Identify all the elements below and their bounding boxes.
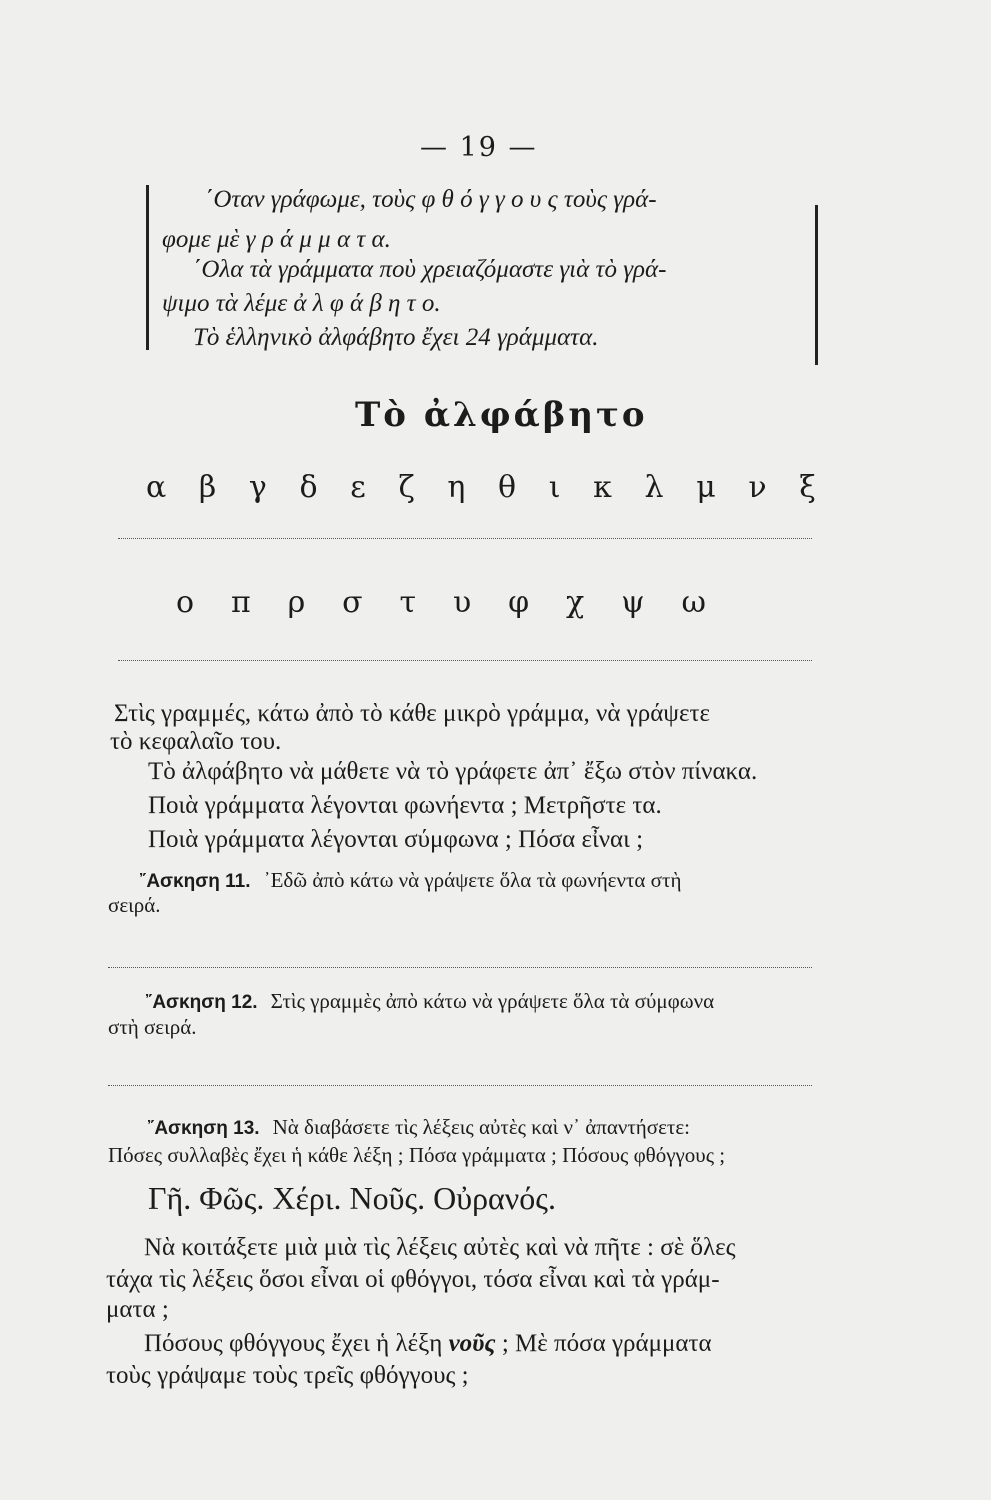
alphabet-row1-letter-9: ι (548, 470, 561, 505)
alphabet-row2-letter-3: ρ (287, 585, 306, 620)
exercise-13-label: ῎Ασκηση 13. (148, 1118, 260, 1139)
paragraph-2-highlight-word: νοῦς (448, 1330, 496, 1357)
paragraph-2-text-a: Πόσους φθόγγους ἔχει ἡ λέξη (144, 1330, 443, 1357)
page-number: — 19 — (420, 132, 538, 163)
alphabet-row2-letter-10: ω (681, 585, 706, 620)
alphabet-row1-letter-8: θ (498, 470, 517, 505)
exercise-12-text: Στὶς γραμμὲς ἀπὸ κάτω νὰ γράψετε ὅλα τὰ σύμφωνα (270, 989, 715, 1013)
alphabet-row2-letter-6: υ (452, 585, 472, 620)
box-line-3: ΄Ολα τὰ γράμματα ποὺ χρειαζόμαστε γιὰ τὸ γρά- (193, 256, 667, 283)
alphabet-row2-letter-1: ο (176, 585, 195, 620)
alphabet-row2-letter-8: χ (566, 585, 585, 620)
paragraph-1-line-3: ματα ; (106, 1296, 169, 1323)
alphabet-row1-letter-6: ζ (398, 470, 415, 505)
alphabet-row1-letter-2: β (198, 470, 217, 505)
exercise-13-line-2: Πόσες συλλαβὲς ἔχει ἡ κάθε λέξη ; Πόσα γράμματα ; Πόσους φθόγγους ; (108, 1143, 726, 1167)
paragraph-2-line-1 (144, 1330, 712, 1358)
alphabet-row2-letter-7: φ (508, 585, 530, 620)
box-line-5: Τὸ ἑλληνικὸ ἀλφάβητο ἔχει 24 γράμματα. (193, 324, 599, 351)
exercise-11-line-1 (140, 868, 681, 893)
exercise-11-line-2: σειρά. (108, 893, 161, 917)
exercise-12-line-2: στὴ σειρά. (108, 1015, 197, 1039)
instruction-line-3: Τὸ ἀλφάβητο νὰ μάθετε νὰ τὸ γράφετε ἀπ᾽ ἔξω στὸν πίνακα. (148, 758, 758, 785)
alphabet-row2-letter-4: σ (342, 585, 363, 620)
exercise-13-text: Νὰ διαβάσετε τὶς λέξεις αὐτὲς καὶ ν᾽ ἀπαντήσετε: (272, 1115, 691, 1139)
paragraph-2-text-b: ; Μὲ πόσα γράμματα (501, 1330, 712, 1357)
alphabet-row1-letter-12: μ (696, 470, 716, 505)
alphabet-row1-letter-5: ε (350, 470, 366, 505)
paragraph-2-line-2: τοὺς γράψαμε τοὺς τρεῖς φθόγγους ; (106, 1362, 469, 1389)
alphabet-row1-letter-11: λ (644, 470, 664, 505)
alphabet-row2-letter-2: π (230, 585, 251, 620)
alphabet-row2-letter-9: ψ (621, 585, 645, 620)
writing-line-3 (108, 967, 812, 968)
writing-line-1 (118, 538, 812, 539)
instruction-line-4: Ποιὰ γράμματα λέγονται φωνήεντα ; Μετρῆστε τα. (148, 792, 662, 819)
instruction-line-2: τὸ κεφαλαῖο του. (110, 728, 282, 755)
box-line-1: ΄Οταν γράφωμε, τοὺς φ θ ό γ γ ο υ ς τοὺς γρά- (205, 186, 657, 213)
exercise-11-label: ῎Ασκηση 11. (140, 871, 251, 892)
alphabet-row-1 (146, 470, 816, 505)
paragraph-1-line-1: Νὰ κοιτάξετε μιὰ μιὰ τὶς λέξεις αὐτὲς καὶ νὰ πῆτε : σὲ ὅλες (144, 1234, 736, 1261)
box-left-rule (146, 185, 149, 350)
exercise-11-text: ᾿Εδῶ ἀπὸ κάτω νὰ γράψετε ὅλα τὰ φωνήεντα στὴ (263, 868, 682, 892)
writing-line-4 (108, 1085, 812, 1086)
alphabet-row1-letter-10: κ (593, 470, 612, 505)
exercise-12-line-1 (146, 989, 714, 1014)
box-line-4: ψιμο τὰ λέμε ἀ λ φ ά β η τ ο. (162, 290, 441, 317)
alphabet-row-2 (176, 585, 706, 620)
exercise-12-label: ῎Ασκηση 12. (146, 992, 258, 1013)
alphabet-row1-letter-4: δ (299, 470, 318, 505)
instruction-line-1: Στὶς γραμμές, κάτω ἀπὸ τὸ κάθε μικρὸ γράμμα, νὰ γράψετε (114, 700, 710, 727)
example-words: Γῆ. Φῶς. Χέρι. Νοῦς. Οὐρανός. (148, 1180, 556, 1216)
alphabet-row1-letter-7: η (447, 470, 466, 505)
alphabet-row1-letter-3: γ (248, 470, 267, 505)
alphabet-row1-letter-13: ν (748, 470, 767, 505)
instruction-line-5: Ποιὰ γράμματα λέγονται σύμφωνα ; Πόσα εἶναι ; (148, 826, 644, 853)
alphabet-row2-letter-5: τ (399, 585, 417, 620)
alphabet-row1-letter-1: α (146, 470, 167, 505)
box-line-2: φομε μὲ γ ρ ά μ μ α τ α. (162, 226, 391, 253)
paragraph-1-line-2: τάχα τὶς λέξεις ὅσοι εἶναι οἱ φθόγγοι, τόσα εἶναι καὶ τὰ γράμ- (106, 1266, 720, 1293)
writing-line-2 (118, 660, 812, 661)
section-title: Τὸ ἀλφάβητο (355, 395, 648, 435)
alphabet-row1-letter-14: ξ (799, 470, 816, 505)
box-right-rule (815, 205, 818, 365)
exercise-13-line-1 (148, 1115, 690, 1140)
